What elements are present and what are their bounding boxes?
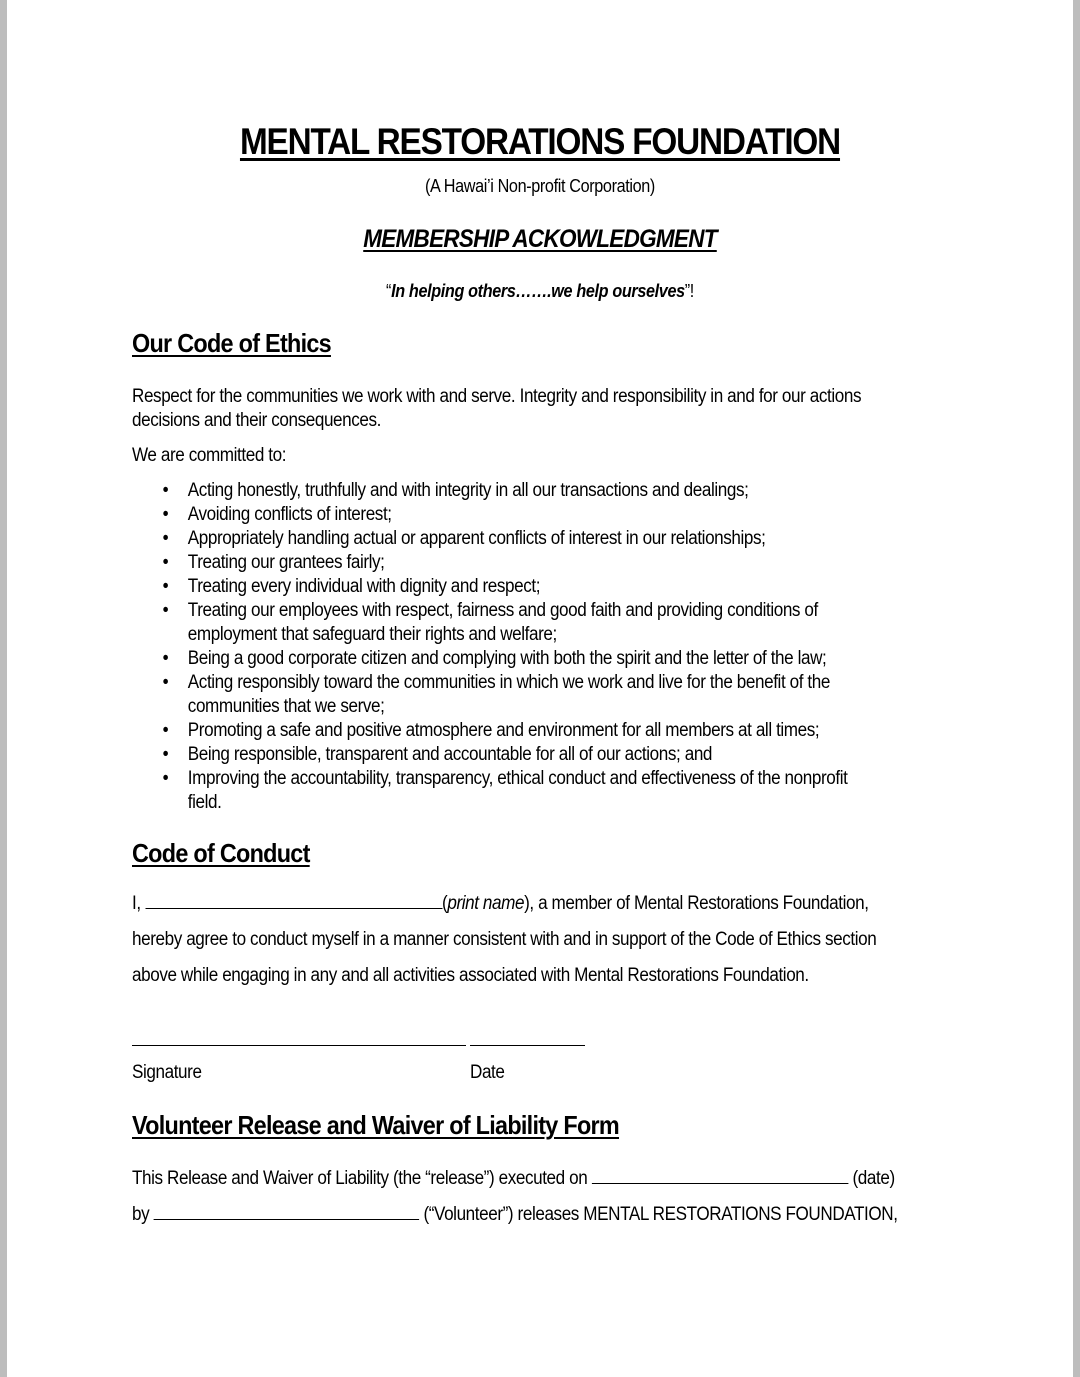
ethics-commitment-item (132, 551, 980, 575)
ethics-commitment-item (132, 575, 980, 599)
ethics-intro-line-1: Respect for the communities we work with and serve. Integrity and responsibility in and for our actions (132, 386, 862, 407)
print-name-hint: print name (447, 893, 525, 914)
signature-label: Signature (132, 1062, 202, 1083)
ethics-commitment-line: Appropriately handling actual or apparent conflicts of interest in our relationships; (187, 528, 766, 549)
organization-subtitle: (A Hawai’i Non-profit Corporation) (425, 176, 655, 196)
ethics-commitment-line: Treating every individual with dignity and respect; (187, 576, 541, 597)
ethics-commitment-item (132, 719, 980, 743)
waiver-line-1-prefix: This Release and Waiver of Liability (the “release”) executed on (132, 1168, 592, 1189)
document-heading-text: MEMBERSHIP ACKOWLEDGMENT (363, 225, 717, 253)
waiver-line-2-suffix: (“Volunteer”) releases MENTAL RESTORATIONS FOUNDATION, (419, 1204, 898, 1225)
ethics-commitment-item (132, 527, 980, 551)
bullet-icon: • (162, 648, 169, 669)
ethics-commitment-item (132, 767, 980, 815)
motto-text: In helping others…….we help ourselves (391, 281, 685, 301)
ethics-commitment-item (132, 503, 980, 527)
waiver-line-2 (132, 1204, 898, 1226)
ethics-commitment-line: communities that we serve; (187, 696, 385, 717)
ethics-commitment-item (132, 479, 980, 503)
bullet-icon: • (162, 600, 169, 621)
date-label: Date (470, 1062, 505, 1083)
waiver-heading (132, 1110, 619, 1141)
signature-field[interactable] (132, 1045, 466, 1046)
waiver-line-1-suffix: (date) (848, 1168, 895, 1189)
ethics-commitment-item (132, 647, 980, 671)
conduct-line-1 (132, 893, 869, 915)
signature-date-field[interactable] (470, 1045, 585, 1046)
ethics-commitment-line: Acting honestly, truthfully and with integrity in all our transactions and dealings; (187, 480, 749, 501)
bullet-icon: • (162, 768, 169, 789)
motto-open-quote: “ (386, 281, 392, 301)
ethics-commitments-list (132, 479, 972, 815)
ethics-commitment-line: Improving the accountability, transparency, ethical conduct and effectiveness of the nonprofit (187, 768, 848, 789)
volunteer-name-field[interactable] (154, 1218, 420, 1220)
print-name-field[interactable] (145, 907, 442, 909)
bullet-icon: • (162, 744, 169, 765)
waiver-heading-text: Volunteer Release and Waiver of Liability Form (132, 1110, 620, 1140)
ethics-commitment-line: Being responsible, transparent and accountable for all of our actions; and (187, 744, 713, 765)
ethics-commitment-item (132, 743, 980, 767)
bullet-icon: • (162, 672, 169, 693)
ethics-commitment-line: Avoiding conflicts of interest; (187, 504, 392, 525)
conduct-paren-open: ( (442, 893, 448, 914)
organization-title-text: MENTAL RESTORATIONS FOUNDATION (239, 121, 841, 162)
conduct-line-1-suffix: ), a member of Mental Restorations Foundation, (524, 893, 869, 914)
waiver-line-1 (132, 1168, 895, 1190)
document-page (7, 0, 1073, 1377)
bullet-icon: • (162, 720, 169, 741)
ethics-commitment-line: Being a good corporate citizen and complying with both the spirit and the letter of the law; (187, 648, 827, 669)
motto (173, 281, 907, 302)
ethics-commitment-line: Promoting a safe and positive atmosphere and environment for all members at all times; (187, 720, 820, 741)
conduct-line-2: hereby agree to conduct myself in a manner consistent with and in support of the Code of Ethics section (132, 929, 877, 950)
ethics-committed-label: We are committed to: (132, 445, 287, 466)
ethics-commitment-line: Treating our grantees fairly; (187, 552, 385, 573)
bullet-icon: • (162, 576, 169, 597)
ethics-commitment-line: Treating our employees with respect, fairness and good faith and providing conditions of (187, 600, 818, 621)
ethics-commitment-line: employment that safeguard their rights and welfare; (187, 624, 557, 645)
conduct-line-3: above while engaging in any and all activities associated with Mental Restorations Foundation. (132, 965, 809, 986)
bullet-icon: • (162, 552, 169, 573)
conduct-heading-text: Code of Conduct (132, 838, 310, 868)
ethics-heading (132, 328, 331, 359)
organization-title (173, 121, 907, 163)
bullet-icon: • (162, 480, 169, 501)
conduct-heading (132, 838, 310, 869)
document-heading (173, 225, 907, 254)
ethics-intro-line-2: decisions and their consequences. (132, 410, 382, 431)
conduct-line-1-prefix: I, (132, 893, 146, 914)
waiver-date-field[interactable] (592, 1182, 849, 1184)
ethics-heading-text: Our Code of Ethics (132, 328, 331, 358)
bullet-icon: • (162, 504, 169, 525)
ethics-commitment-item (132, 671, 980, 719)
ethics-commitment-line: field. (187, 792, 222, 813)
ethics-commitment-item (132, 599, 980, 647)
waiver-line-2-prefix: by (132, 1204, 154, 1225)
bullet-icon: • (162, 528, 169, 549)
ethics-commitment-line: Acting responsibly toward the communities in which we work and live for the benefit of the (187, 672, 830, 693)
motto-close-quote: ”! (684, 281, 694, 301)
